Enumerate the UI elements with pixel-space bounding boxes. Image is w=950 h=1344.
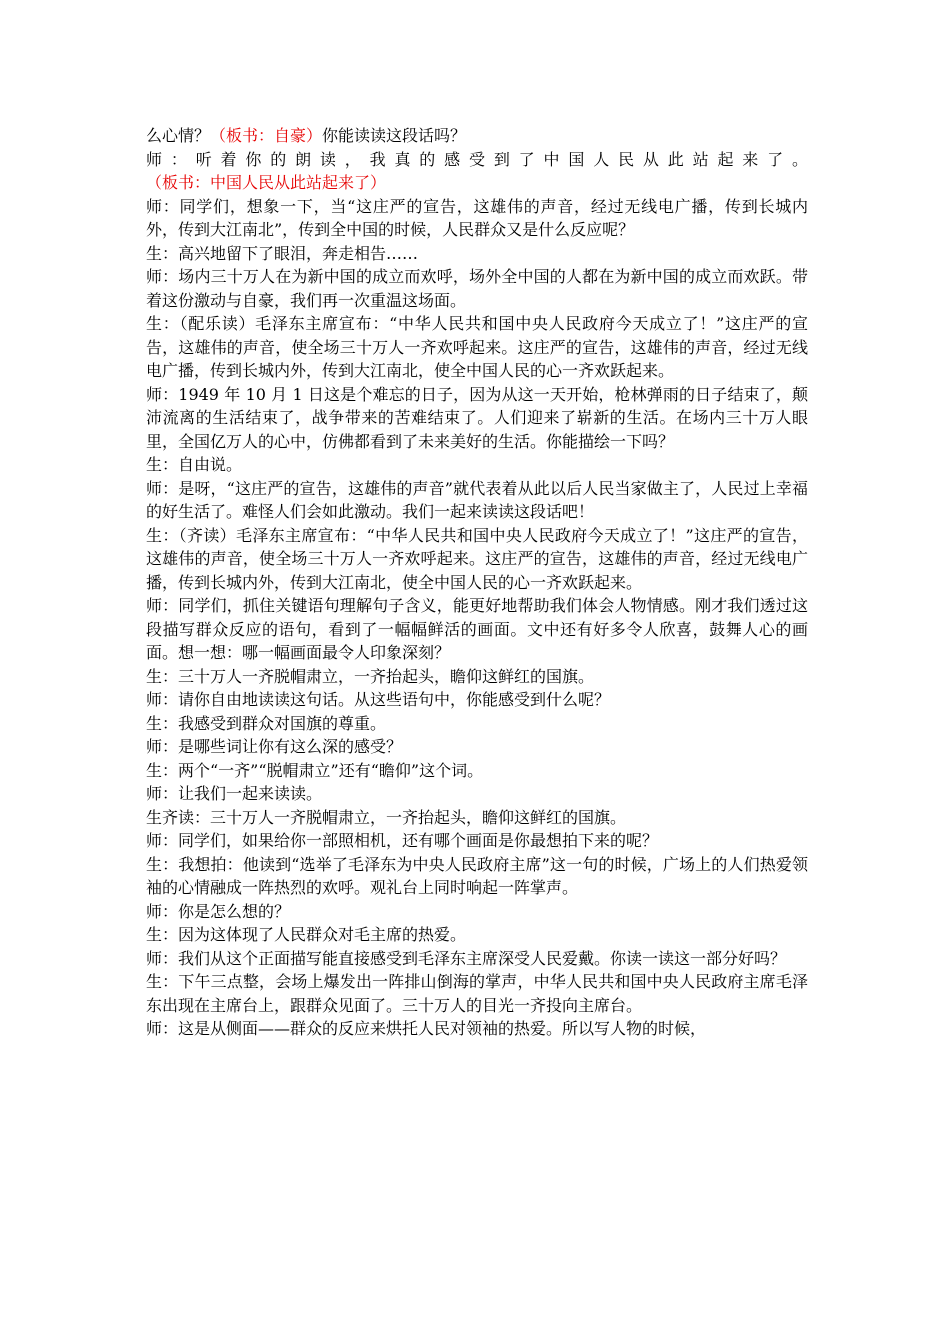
- paragraph-text: 生：自由说。: [146, 455, 243, 474]
- paragraph-text: 师：我们从这个正面描写能直接感受到毛泽东主席深受人民爱戴。你读一读这一部分好吗？: [146, 948, 787, 968]
- paragraph: [146, 453, 808, 477]
- paragraph-text: 师：是呀，“这庄严的宣告，这雄伟的声音”就代表着从此以后人民当家做主了，人民过上幸福的好生活了。难怪人们会如此激动。我们一起来读读这段话吧！: [146, 478, 808, 521]
- paragraph: [146, 712, 808, 736]
- paragraph: [146, 524, 808, 595]
- paragraph-text: 生齐读：三十万人一齐脱帽肃立，一齐抬起头，瞻仰这鲜红的国旗。: [146, 807, 627, 827]
- paragraph-text: 师：1949 年 10 月 1 日这是个难忘的日子，因为从这一天开始，枪林弹雨的日子结束了，颠沛流离的生活结束了，战争带来的苦难结束了。人们迎来了崭新的生活。在场内三十万人眼里，全国亿万人的心中，仿佛都看到了未来美好的生活。你能描绘一下吗？: [146, 384, 808, 451]
- paragraph-text: 生：两个“一齐”“脱帽肃立”还有“瞻仰”这个词。: [146, 760, 484, 780]
- paragraph: [146, 947, 808, 971]
- paragraph: [146, 124, 808, 148]
- paragraph-text: 师：场内三十万人在为新中国的成立而欢呼，场外全中国的人都在为新中国的成立而欢跃。带着这份激动与自豪，我们再一次重温这场面。: [146, 267, 808, 310]
- paragraph-text: 师：听着你的朗读，我真的感受到了中国人民从此站起来了。: [146, 149, 808, 169]
- paragraph-text: 你能读读这段话吗？: [322, 126, 467, 145]
- paragraph: [146, 148, 808, 195]
- paragraph-text: 师：请你自由地读读这句话。从这些语句中，你能感受到什么呢？: [146, 690, 611, 709]
- paragraph-text: 师：你是怎么想的？: [146, 901, 291, 921]
- paragraph: [146, 806, 808, 830]
- paragraph-text: 生：因为这体现了人民群众对毛主席的热爱。: [146, 925, 467, 944]
- paragraph-text: 么心情？: [146, 126, 211, 145]
- paragraph: [146, 312, 808, 383]
- paragraph: [146, 923, 808, 947]
- paragraph-text: 师：让我们一起来读读。: [146, 784, 323, 803]
- paragraph-text: 师：同学们，如果给你一部照相机，还有哪个画面是你最想拍下来的呢？: [146, 831, 659, 850]
- paragraph-text: 师：是哪些词让你有这么深的感受？: [146, 737, 403, 756]
- paragraph-text: 生：（配乐读）毛泽东主席宣布：“中华人民共和国中央人民政府今天成立了！”这庄严的宣告，这雄伟的声音，使全场三十万人一齐欢呼起来。这庄严的宣告，这雄伟的声音，经过无线电广播，传到长城内外，传到大江南北，使全中国人民的心一齐欢跃起来。: [146, 314, 808, 380]
- paragraph-text: 生：下午三点整，会场上爆发出一阵排山倒海的掌声，中华人民共和国中央人民政府主席毛泽东出现在主席台上，跟群众见面了。三十万人的目光一齐投向主席台。: [146, 972, 808, 1015]
- paragraph: [146, 195, 808, 242]
- paragraph-text: 生：（齐读）毛泽东主席宣布：“中华人民共和国中央人民政府今天成立了！”这庄严的宣告，这雄伟的声音，使全场三十万人一齐欢呼起来。这庄严的宣告，这雄伟的声音，经过无线电广播，传到长城内外，传到大江南北，使全中国人民的心一齐欢跃起来。: [146, 525, 808, 592]
- paragraph: [146, 594, 808, 665]
- paragraph: [146, 782, 808, 806]
- paragraph: [146, 829, 808, 853]
- paragraph-text: 师：这是从侧面——群众的反应来烘托人民对领袖的热爱。所以写人物的时候，: [146, 1019, 707, 1038]
- board-note-text: （板书：自豪）: [210, 126, 323, 145]
- paragraph: [146, 477, 808, 524]
- paragraph: [146, 970, 808, 1017]
- paragraph-text: 生：我感受到群众对国旗的尊重。: [146, 713, 387, 733]
- paragraph-text: 生：高兴地留下了眼泪，奔走相告……: [146, 243, 419, 263]
- paragraph: [146, 688, 808, 712]
- document-page: [146, 124, 808, 1041]
- paragraph-text: 生：三十万人一齐脱帽肃立，一齐抬起头，瞻仰这鲜红的国旗。: [146, 666, 595, 686]
- paragraph: [146, 383, 808, 454]
- paragraph: [146, 665, 808, 689]
- paragraph: [146, 759, 808, 783]
- paragraph: [146, 853, 808, 900]
- paragraph-text: 师：同学们，想象一下，当“这庄严的宣告，这雄伟的声音，经过无线电广播，传到长城内外，传到大江南北”，传到全中国的时候，人民群众又是什么反应呢？: [146, 196, 808, 239]
- paragraph: [146, 900, 808, 924]
- board-note-text: （板书：中国人民从此站起来了）: [146, 173, 387, 192]
- paragraph: [146, 265, 808, 312]
- paragraph: [146, 1017, 808, 1041]
- paragraph-text: 生：我想拍：他读到“选举了毛泽东为中央人民政府主席”这一句的时候，广场上的人们热爱领袖的心情融成一阵热烈的欢呼。观礼台上同时响起一阵掌声。: [146, 854, 808, 897]
- paragraph-text: 师：同学们，抓住关键语句理解句子含义，能更好地帮助我们体会人物情感。刚才我们透过这段描写群众反应的语句，看到了一幅幅鲜活的画面。文中还有好多令人欣喜，鼓舞人心的画面。想一想：哪一幅画面最令人印象深刻？: [146, 596, 808, 662]
- paragraph: [146, 242, 808, 266]
- paragraph: [146, 735, 808, 759]
